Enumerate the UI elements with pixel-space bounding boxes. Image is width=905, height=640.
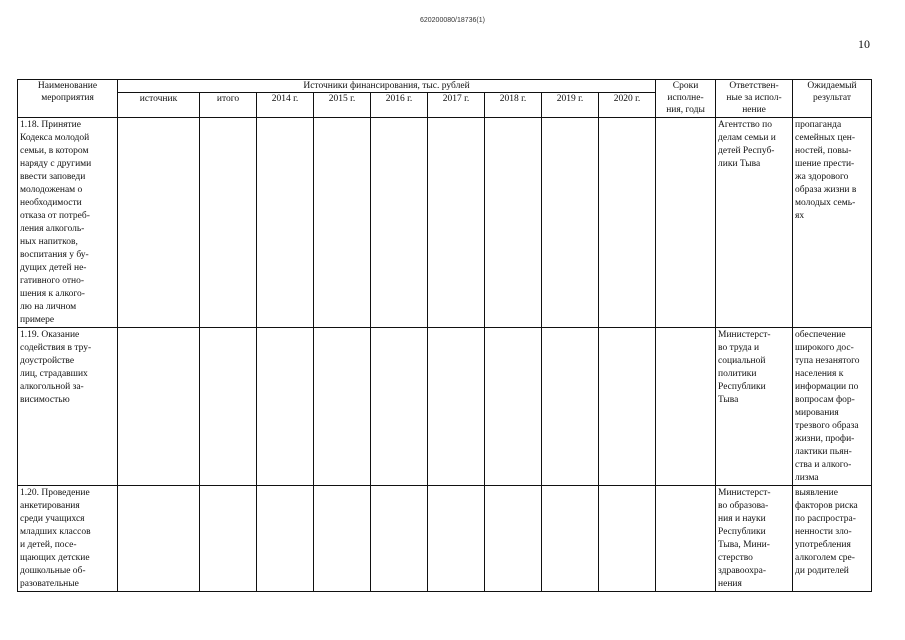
terms-cell: [656, 486, 716, 592]
result-cell: пропаганда семейных цен- ностей, повы- шение прести- жа здорового образа жизни в молодых семь- ях: [793, 118, 872, 328]
header-year-2017: 2017 г.: [428, 93, 485, 118]
total-cell: [200, 328, 257, 486]
year-cell: [257, 118, 314, 328]
year-cell: [428, 118, 485, 328]
year-cell: [371, 486, 428, 592]
year-cell: [371, 118, 428, 328]
year-cell: [314, 118, 371, 328]
total-cell: [200, 486, 257, 592]
header-year-2020: 2020 г.: [599, 93, 656, 118]
source-cell: [118, 486, 200, 592]
year-cell: [485, 118, 542, 328]
header-source: источник: [118, 93, 200, 118]
table-row: [18, 328, 872, 486]
year-cell: [257, 328, 314, 486]
measures-table: [17, 79, 872, 592]
table-row: [18, 486, 872, 592]
terms-cell: [656, 328, 716, 486]
header-year-2014: 2014 г.: [257, 93, 314, 118]
year-cell: [314, 328, 371, 486]
result-cell: обеспечение широкого дос- тупа незанятого населения к информации по вопросам фор- мирования трезвого образа жизни, профи- лактики пьян- ства и алкого- лизма: [793, 328, 872, 486]
year-cell: [314, 486, 371, 592]
responsible-cell: Агентство по делам семьи и детей Респуб- лики Тыва: [716, 118, 793, 328]
year-cell: [542, 486, 599, 592]
measure-name-cell: 1.18. Принятие Кодекса молодой семьи, в котором наряду с другими ввести заповеди молодоженам о необходимости отказа от потреб- ления алкоголь- ных напитков, воспитания у бу- дущих детей не- гативного отно- шения к алкого- лю на личном примере: [18, 118, 118, 328]
year-cell: [542, 328, 599, 486]
year-cell: [485, 486, 542, 592]
header-name: Наименование мероприятия: [18, 80, 118, 118]
year-cell: [542, 118, 599, 328]
header-year-2016: 2016 г.: [371, 93, 428, 118]
year-cell: [371, 328, 428, 486]
year-cell: [428, 486, 485, 592]
responsible-cell: Министерст- во труда и социальной политики Республики Тыва: [716, 328, 793, 486]
year-cell: [257, 486, 314, 592]
year-cell: [599, 328, 656, 486]
header-year-2015: 2015 г.: [314, 93, 371, 118]
terms-cell: [656, 118, 716, 328]
year-cell: [599, 118, 656, 328]
header-total: итого: [200, 93, 257, 118]
header-result: Ожидаемый результат: [793, 80, 872, 118]
table-row: [18, 118, 872, 328]
header-year-2018: 2018 г.: [485, 93, 542, 118]
year-cell: [599, 486, 656, 592]
measure-name-cell: 1.19. Оказание содействия в тру- доустройстве лиц, страдавших алкогольной за- висимостью: [18, 328, 118, 486]
responsible-cell: Министерст- во образова- ния и науки Республики Тыва, Мини- стерство здравоохра- нения: [716, 486, 793, 592]
header-financing: Источники финансирования, тыс. рублей: [118, 80, 656, 93]
year-cell: [428, 328, 485, 486]
header-terms: Сроки исполне- ния, годы: [656, 80, 716, 118]
total-cell: [200, 118, 257, 328]
source-cell: [118, 328, 200, 486]
measure-name-cell: 1.20. Проведение анкетирования среди учащихся младших классов и детей, посе- щающих детские дошкольные об- разовательные: [18, 486, 118, 592]
header-year-2019: 2019 г.: [542, 93, 599, 118]
header-responsible: Ответствен- ные за испол- нение: [716, 80, 793, 118]
source-cell: [118, 118, 200, 328]
result-cell: выявление факторов риска по распростра- ненности зло- употребления алкоголем сре- ди родителей: [793, 486, 872, 592]
page-number: 10: [858, 37, 870, 51]
document-id: 620200080/18736(1): [419, 17, 485, 24]
year-cell: [485, 328, 542, 486]
